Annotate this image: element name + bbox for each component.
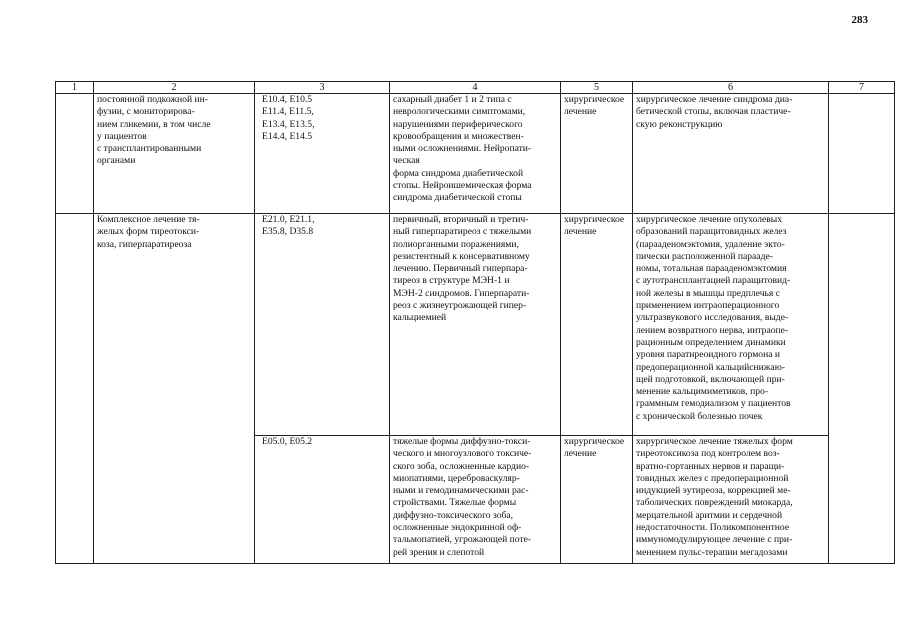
row-number-cell bbox=[56, 214, 94, 564]
treatment-group-cell: Комплексное лечение тя- желых форм тиреотокси- коза, гиперпаратиреоза bbox=[94, 214, 255, 564]
patient-model-cell: сахарный диабет 1 и 2 типа с неврологическими симптомами, нарушениями периферического кровообращения и множествен- ными осложнениями. Нейропати- ческая форма синдрома диабетической стопы. Нейроишемическая форма синдрома диабетической стопы bbox=[390, 94, 561, 214]
treatment-table bbox=[55, 81, 895, 564]
column-number: 7 bbox=[829, 82, 895, 94]
column-number: 1 bbox=[56, 82, 94, 94]
column-number: 5 bbox=[561, 82, 633, 94]
patient-model-cell: тяжелые формы диффузно-токси- ческого и многоузлового токсиче- ского зоба, осложненные кардио- миопатиями, цереброваскуляр- ными и гемодинамическими рас- стройствами. Тяжелые формы диффузно-токсического зоба, осложненные эндокринной оф- тальмопатией, угрожающей поте- рей зрения и слепотой bbox=[390, 436, 561, 564]
column-number-row bbox=[56, 82, 895, 94]
table-row bbox=[56, 94, 895, 214]
column-number: 3 bbox=[255, 82, 390, 94]
column-number: 6 bbox=[633, 82, 829, 94]
column-number: 2 bbox=[94, 82, 255, 94]
icd-codes-cell: E21.0, E21.1, E35.8, D35.8 bbox=[255, 214, 390, 436]
treatment-method-cell: хирургическое лечение опухолевых образований паращитовидных желез (парааденомэктомия, удаление экто- пически расположенной парааде- номы, тотальная парааденомэктомия с аутотрансплантацией паращитовид- ной железы в мышцы предплечья с применением интраоперационного ультразвукового исследования, выде- лением возвратного нерва, интраопе- рационным определением динамики уровня паратиреоидного гормона и предоперационной кальцийснижаю- щей подготовкой, включающей при- менение кальцимиметиков, про- граммным гемодиализом у пациентов с хронической болезнью почек bbox=[633, 214, 829, 436]
treatment-type-cell: хирургическое лечение bbox=[561, 214, 633, 436]
icd-codes-cell: E10.4, E10.5 E11.4, E11.5, E13.4, E13.5, E14.4, E14.5 bbox=[255, 94, 390, 214]
row-number-cell bbox=[56, 94, 94, 214]
treatment-method-cell: хирургическое лечение тяжелых форм тиреотоксикоза под контролем воз- вратно-гортанных нервов и паращи- товидных желез с предоперационной индукцией эутиреоза, коррекцией ме- таболических повреждений миокарда, мерцательной аритмии и сердечной недостаточности. Поликомпонентное иммуномодулирующее лечение с при- менением пульс-терапии мегадозами bbox=[633, 436, 829, 564]
treatment-type-cell: хирургическое лечение bbox=[561, 436, 633, 564]
patient-model-cell: первичный, вторичный и третич- ный гиперпаратиреоз с тяжелыми полиорганными поражениями, резистентный к консервативному лечению. Первичный гиперпара- тиреоз в структуре МЭН-1 и МЭН-2 синдромов. Гиперпарати- реоз с жизнеугрожающей гипер- кальциемией bbox=[390, 214, 561, 436]
cost-cell bbox=[829, 214, 895, 564]
treatment-group-cell: постоянной подкожной ин- фузии, с мониторирова- нием гликемии, в том числе у пациентов с трансплантированными органами bbox=[94, 94, 255, 214]
cost-cell bbox=[829, 94, 895, 214]
page-number: 283 bbox=[851, 14, 868, 26]
treatment-type-cell: хирургическое лечение bbox=[561, 94, 633, 214]
table-row bbox=[56, 214, 895, 436]
column-number: 4 bbox=[390, 82, 561, 94]
treatment-method-cell: хирургическое лечение синдрома диа- бетической стопы, включая пластиче- скую реконструкцию bbox=[633, 94, 829, 214]
icd-codes-cell: E05.0, E05.2 bbox=[255, 436, 390, 564]
